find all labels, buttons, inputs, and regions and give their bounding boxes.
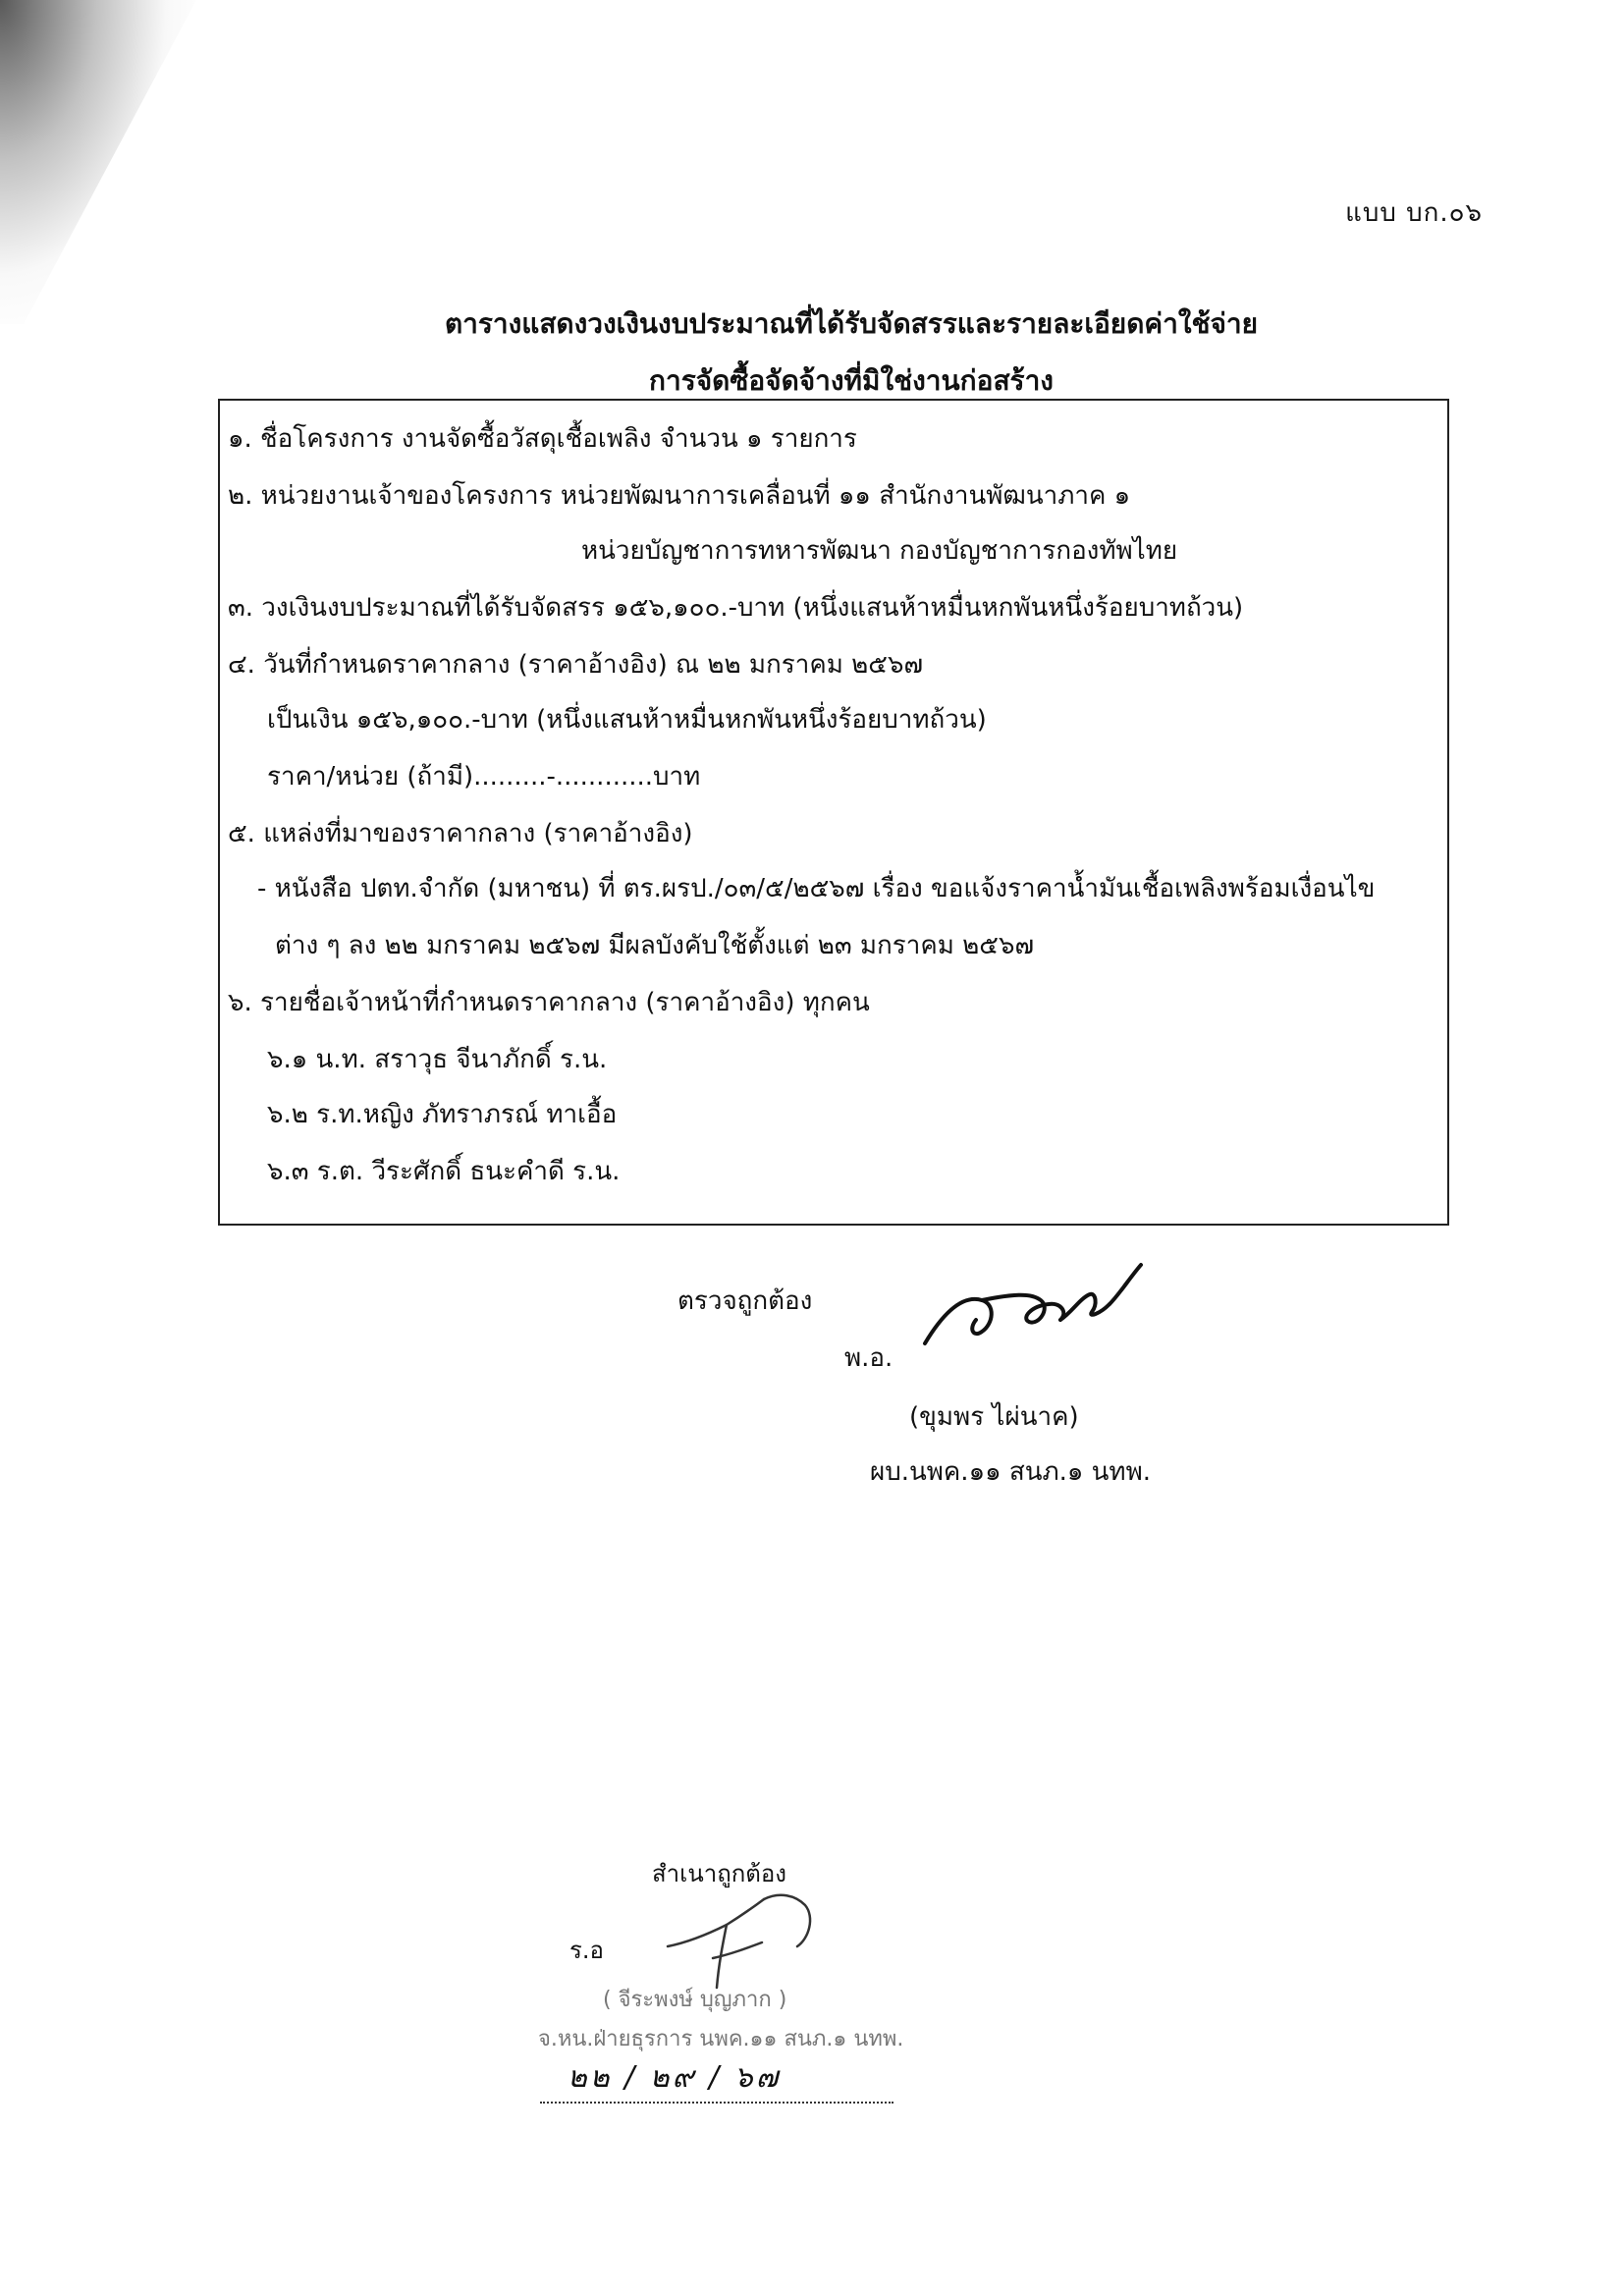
certifier-name: ( จีระพงษ์ บุญภาก ) bbox=[603, 1988, 787, 2012]
item-1-project-name: ๑. ชื่อโครงการ งานจัดซื้อวัสดุเชื้อเพลิง จำนวน ๑ รายการ bbox=[228, 424, 857, 454]
item-4-unit-price: ราคา/หน่วย (ถ้ามี).........-............บาท bbox=[267, 762, 701, 792]
certifier-position: จ.หน.ฝ่ายธุรการ นพค.๑๑ สนภ.๑ นทพ. bbox=[538, 2027, 904, 2051]
verifier-position: ผบ.นพค.๑๑ สนภ.๑ นทพ. bbox=[870, 1457, 1151, 1487]
official-3: ๖.๓ ร.ต. วีระศักดิ์ ธนะคำดี ร.น. bbox=[267, 1157, 621, 1186]
certification-underline bbox=[540, 2102, 893, 2104]
verifier-signature bbox=[913, 1255, 1149, 1367]
item-4-reference-date: ๔. วันที่กำหนดราคากลาง (ราคาอ้างอิง) ณ ๒๒ มกราคม ๒๕๖๗ bbox=[228, 650, 924, 680]
certifier-rank: ร.อ bbox=[569, 1937, 604, 1964]
official-1: ๖.๑ น.ท. สราวุธ จีนาภักดิ์ ร.น. bbox=[267, 1045, 608, 1074]
document-title-line-1: ตารางแสดงวงเงินงบประมาณที่ได้รับจัดสรรและรายละเอียดค่าใช้จ่าย bbox=[444, 307, 1259, 340]
item-2-owner-unit: ๒. หน่วยงานเจ้าของโครงการ หน่วยพัฒนาการเคลื่อนที่ ๑๑ สำนักงานพัฒนาภาค ๑ bbox=[228, 481, 1131, 511]
item-4-amount: เป็นเงิน ๑๕๖,๑๐๐.-บาท (หนึ่งแสนห้าหมื่นหกพันหนึ่งร้อยบาทถ้วน) bbox=[267, 705, 987, 735]
scan-edge-shadow bbox=[0, 0, 196, 324]
verification-label: ตรวจถูกต้อง bbox=[677, 1286, 813, 1316]
form-code: แบบ บก.๐๖ bbox=[1345, 198, 1483, 228]
item-3-budget: ๓. วงเงินงบประมาณที่ได้รับจัดสรร ๑๕๖,๑๐๐.-บาท (หนึ่งแสนห้าหมื่นหกพันหนึ่งร้อยบาทถ้วน) bbox=[228, 593, 1244, 623]
item-6-officials: ๖. รายชื่อเจ้าหน้าที่กำหนดราคากลาง (ราคาอ้างอิง) ทุกคน bbox=[228, 988, 870, 1017]
certifier-signature bbox=[648, 1886, 825, 1997]
official-2: ๖.๒ ร.ท.หญิง ภัทราภรณ์ ทาเอื้อ bbox=[267, 1100, 618, 1129]
item-2-owner-unit-continued: หน่วยบัญชาการทหารพัฒนา กองบัญชาการกองทัพไทย bbox=[581, 536, 1178, 566]
item-5-source-letter-continued: ต่าง ๆ ลง ๒๒ มกราคม ๒๕๖๗ มีผลบังคับใช้ตั้งแต่ ๒๓ มกราคม ๒๕๖๗ bbox=[275, 931, 1035, 960]
verifier-name: (ขุมพร ไผ่นาค) bbox=[909, 1402, 1079, 1432]
certified-copy-label: สำเนาถูกต้อง bbox=[652, 1860, 786, 1887]
verifier-rank: พ.อ. bbox=[844, 1343, 893, 1373]
document-title-line-2: การจัดซื้อจัดจ้างที่มิใช่งานก่อสร้าง bbox=[649, 364, 1054, 397]
certification-date: ๒๒ / ๒๙ / ๖๗ bbox=[568, 2060, 782, 2095]
item-5-source-letter: - หนังสือ ปตท.จำกัด (มหาชน) ที่ ตร.ผรป./๐๓/๕/๒๕๖๗ เรื่อง ขอแจ้งราคาน้ำมันเชื้อเพลิงพร้อมเงื่อนไข bbox=[257, 874, 1376, 903]
item-5-price-source: ๕. แหล่งที่มาของราคากลาง (ราคาอ้างอิง) bbox=[228, 819, 693, 848]
